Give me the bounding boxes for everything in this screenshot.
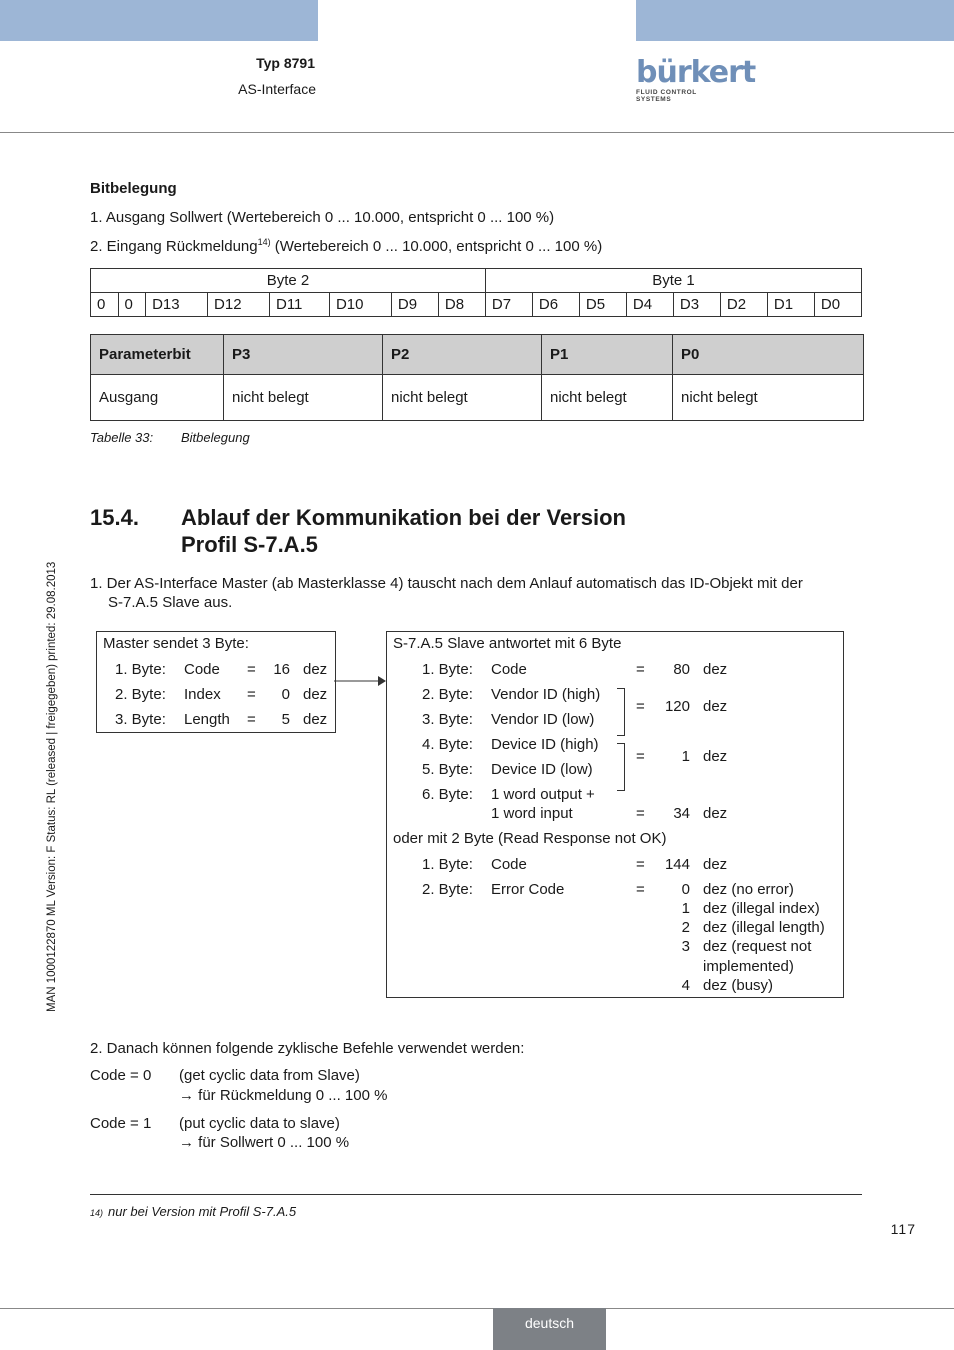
bit-row xyxy=(91,293,862,317)
error-value: 0 xyxy=(681,881,690,898)
error-value: 3 xyxy=(681,938,690,955)
section-title-line-1: Ablauf der Kommunikation bei der Version xyxy=(181,505,626,530)
bit-cell: D5 xyxy=(579,293,626,317)
master-equals: = xyxy=(247,661,256,678)
code0-label: Code = 0 xyxy=(90,1067,152,1084)
para1-line-1: 1. Der AS-Interface Master (ab Masterklasse 4) tauscht nach dem Anlauf automatisch das ID-Objekt mit der xyxy=(90,575,803,592)
master-field-name: Length xyxy=(184,711,230,728)
error-value: 2 xyxy=(681,919,690,936)
footnote-rule xyxy=(90,1194,862,1195)
slave-value: 120 xyxy=(664,698,690,715)
bit-cell: D0 xyxy=(814,293,861,317)
slave-equals: = xyxy=(636,805,645,822)
slave-alt-title: oder mit 2 Byte (Read Response not OK) xyxy=(393,830,667,847)
error-text: dez (busy) xyxy=(703,977,774,994)
para1-line-2: S-7.A.5 Slave aus. xyxy=(108,594,233,611)
master-byte-label: 2. Byte: xyxy=(115,686,166,703)
byte-table xyxy=(90,268,862,317)
slave-byte-label: 3. Byte: xyxy=(422,711,473,728)
slave-equals: = xyxy=(636,661,645,678)
slave-field-name: Vendor ID (low) xyxy=(491,711,595,728)
page-number: 117 xyxy=(890,1221,916,1237)
master-byte-label: 1. Byte: xyxy=(115,661,166,678)
master-field-name: Code xyxy=(184,661,220,678)
arrow-right-icon xyxy=(334,674,388,688)
slave-field-name: Vendor ID (high) xyxy=(491,686,601,703)
bit-cell: D6 xyxy=(532,293,579,317)
bit-cell: D12 xyxy=(208,293,270,317)
brand-logo xyxy=(636,55,756,103)
slave-unit: dez xyxy=(703,805,728,822)
slave-equals: = xyxy=(636,698,645,715)
master-value: 5 xyxy=(281,711,290,728)
footnote-ref: 14) xyxy=(257,237,271,247)
master-unit: dez xyxy=(303,661,328,678)
footnote-number: 14) xyxy=(90,1208,104,1218)
slave-unit: dez xyxy=(703,661,728,678)
table-caption-label: Tabelle 33: xyxy=(90,430,154,445)
slave-field-name: 1 word input xyxy=(491,805,573,822)
slave-byte-label: 6. Byte: xyxy=(422,786,473,803)
slave-equals: = xyxy=(636,881,645,898)
bit-heading: Bitbelegung xyxy=(90,180,177,197)
col-header: P3 xyxy=(224,335,383,375)
slave-field-name: Code xyxy=(491,661,527,678)
master-byte-label: 3. Byte: xyxy=(115,711,166,728)
bit-cell: D4 xyxy=(626,293,673,317)
table-cell: nicht belegt xyxy=(673,375,864,421)
slave-equals: = xyxy=(636,748,645,765)
slave-byte-label: 1. Byte: xyxy=(422,856,473,873)
bit-cell: D3 xyxy=(673,293,720,317)
bit-item-1: 1. Ausgang Sollwert (Wertebereich 0 ... 10.000, entspricht 0 ... 100 %) xyxy=(90,209,555,226)
header-bar-left xyxy=(0,0,318,41)
error-value: 1 xyxy=(681,900,690,917)
footnote-text: nur bei Version mit Profil S-7.A.5 xyxy=(108,1204,297,1219)
bit-cell: D10 xyxy=(329,293,391,317)
header-bar-right xyxy=(636,0,954,41)
col-header: P2 xyxy=(383,335,542,375)
table-cell: nicht belegt xyxy=(224,375,383,421)
master-box-title: Master sendet 3 Byte: xyxy=(103,635,249,652)
slave-value: 34 xyxy=(673,805,690,822)
error-value: 4 xyxy=(681,977,690,994)
slave-unit: dez xyxy=(703,698,728,715)
slave-byte-label: 5. Byte: xyxy=(422,761,473,778)
slave-field-name: 1 word output + xyxy=(491,786,595,803)
bit-item-2-range: (Wertebereich 0 ... 10.000, entspricht 0 ... 100 %) xyxy=(270,238,603,255)
section-title-line-2: Profil S-7.A.5 xyxy=(181,532,318,557)
slave-byte-label: 2. Byte: xyxy=(422,881,473,898)
bit-cell: D8 xyxy=(438,293,485,317)
para2-intro: 2. Danach können folgende zyklische Befehle verwendet werden: xyxy=(90,1040,525,1057)
col-header: P0 xyxy=(673,335,864,375)
table-row xyxy=(91,375,864,421)
bit-cell: D9 xyxy=(391,293,438,317)
master-unit: dez xyxy=(303,711,328,728)
language-tab-label: deutsch xyxy=(524,1315,575,1331)
code1-desc: (put cyclic data to slave) xyxy=(179,1115,340,1132)
master-equals: = xyxy=(247,711,256,728)
brace-device-id xyxy=(617,743,625,791)
slave-field-name: Device ID (low) xyxy=(491,761,593,778)
logo-subtitle: FLUID CONTROL SYSTEMS xyxy=(636,89,697,103)
header-rule xyxy=(0,132,954,133)
slave-byte-label: 1. Byte: xyxy=(422,661,473,678)
master-field-name: Index xyxy=(184,686,221,703)
language-tab xyxy=(493,1308,606,1350)
bit-cell: D7 xyxy=(485,293,532,317)
col-header: P1 xyxy=(542,335,673,375)
table-cell: Ausgang xyxy=(91,375,224,421)
error-text: dez (no error) xyxy=(703,881,794,898)
error-text: dez (illegal index) xyxy=(703,900,820,917)
master-value: 16 xyxy=(273,661,290,678)
brace-vendor-id xyxy=(617,688,625,736)
bit-item-2 xyxy=(90,237,602,255)
table-cell: nicht belegt xyxy=(383,375,542,421)
table-caption-text: Bitbelegung xyxy=(181,430,250,445)
slave-equals: = xyxy=(636,856,645,873)
table-cell: nicht belegt xyxy=(542,375,673,421)
bit-cell: D1 xyxy=(767,293,814,317)
footer-rule xyxy=(0,1308,954,1309)
error-text: dez (request not xyxy=(703,938,812,955)
doc-type: Typ 8791 xyxy=(256,55,315,71)
bit-cell: D11 xyxy=(270,293,330,317)
code1-label: Code = 1 xyxy=(90,1115,152,1132)
slave-value: 80 xyxy=(673,661,690,678)
bit-item-2-text: 2. Eingang Rückmeldung xyxy=(90,238,258,255)
error-text: implemented) xyxy=(703,958,794,975)
section-number: 15.4. xyxy=(90,505,139,530)
slave-field-name: Code xyxy=(491,856,527,873)
parameter-table xyxy=(90,334,864,421)
slave-field-name: Device ID (high) xyxy=(491,736,599,753)
slave-field-name: Error Code xyxy=(491,881,565,898)
slave-unit: dez xyxy=(703,748,728,765)
bit-cell: D13 xyxy=(146,293,208,317)
slave-box-title: S-7.A.5 Slave antwortet mit 6 Byte xyxy=(393,635,622,652)
slave-value: 144 xyxy=(664,856,690,873)
bit-cell: D2 xyxy=(720,293,767,317)
parameter-header-row xyxy=(91,335,864,375)
bit-cell: 0 xyxy=(118,293,146,317)
side-print-info: MAN 1000122870 ML Version: F Status: RL (released | freigegeben) printed: 29.08.2013 xyxy=(46,561,58,1012)
byte-group-1: Byte 1 xyxy=(485,269,861,293)
byte-group-2: Byte 2 xyxy=(91,269,486,293)
slave-unit: dez xyxy=(703,856,728,873)
slave-value: 1 xyxy=(681,748,690,765)
code0-desc: (get cyclic data from Slave) xyxy=(179,1067,360,1084)
error-text: dez (illegal length) xyxy=(703,919,825,936)
logo-word: bürkert xyxy=(636,55,756,90)
master-value: 0 xyxy=(281,686,290,703)
col-header: Parameterbit xyxy=(91,335,224,375)
doc-subtitle: AS-Interface xyxy=(238,81,316,97)
code1-target: → für Sollwert 0 ... 100 % xyxy=(179,1134,350,1151)
master-equals: = xyxy=(247,686,256,703)
slave-byte-label: 2. Byte: xyxy=(422,686,473,703)
master-unit: dez xyxy=(303,686,328,703)
slave-byte-label: 4. Byte: xyxy=(422,736,473,753)
bit-cell: 0 xyxy=(91,293,119,317)
code0-target: → für Rückmeldung 0 ... 100 % xyxy=(179,1087,388,1104)
